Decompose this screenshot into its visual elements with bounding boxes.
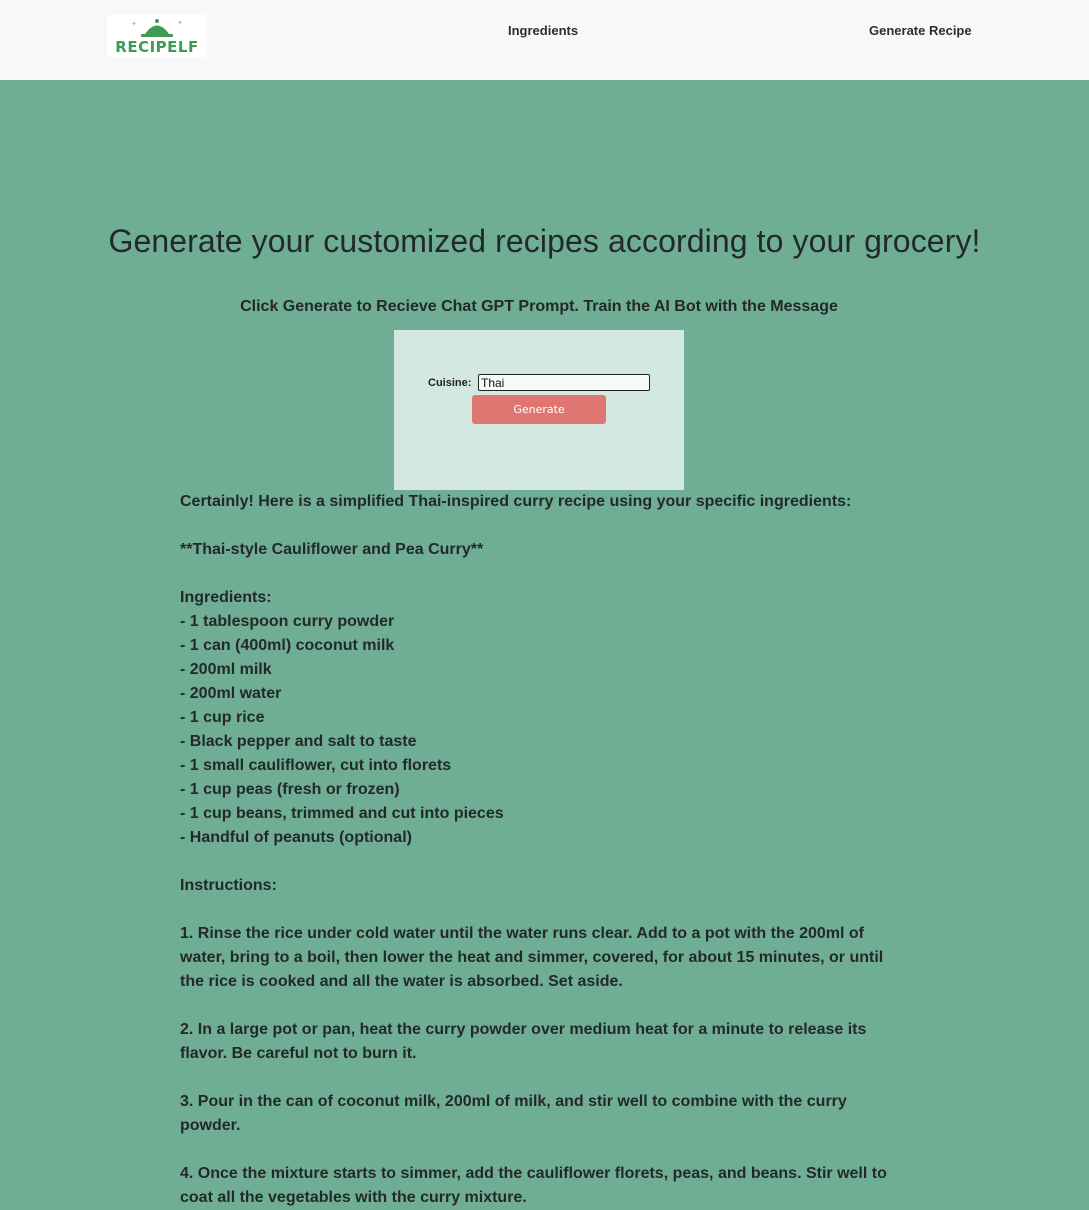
instruction-step: 2. In a large pot or pan, heat the curry powder over medium heat for a minute to release its flavor. Be careful not to burn it. (180, 1021, 867, 1062)
cloche-logo-icon (107, 15, 207, 57)
page-title: Generate your customized recipes according to your grocery! (108, 223, 981, 259)
ingredients-heading: Ingredients: (180, 589, 272, 606)
ingredient-item: - 1 small cauliflower, cut into florets (180, 757, 452, 774)
ingredient-item: - Handful of peanuts (optional) (180, 829, 412, 846)
ingredient-item: - Black pepper and salt to taste (180, 733, 417, 750)
svg-text:✦: ✦ (131, 20, 137, 28)
generate-button[interactable]: Generate (472, 395, 606, 424)
cuisine-label: Cuisine: (428, 377, 472, 389)
nav-link-ingredients[interactable]: Ingredients (508, 23, 579, 38)
instruction-step: 3. Pour in the can of coconut milk, 200ml of milk, and stir well to combine with the curry powder. (180, 1093, 847, 1134)
ingredient-item: - 1 cup peas (fresh or frozen) (180, 781, 400, 798)
recipelf-logo[interactable] (107, 15, 207, 57)
svg-text:✦: ✦ (177, 19, 183, 27)
nav-link-generate-recipe[interactable]: Generate Recipe (869, 23, 972, 38)
logo-text: RECIPELF (115, 38, 199, 56)
recipe-name: **Thai-style Cauliflower and Pea Curry** (180, 541, 484, 558)
ingredient-item: - 1 can (400ml) coconut milk (180, 637, 395, 654)
recipe-output (180, 490, 895, 1210)
generate-form-card (394, 330, 684, 490)
cuisine-input[interactable] (478, 374, 650, 391)
recipe-intro: Certainly! Here is a simplified Thai-inspired curry recipe using your specific ingredients: (180, 493, 852, 510)
navbar (0, 0, 1089, 80)
ingredient-item: - 1 tablespoon curry powder (180, 613, 395, 630)
instructions-heading: Instructions: (180, 877, 277, 894)
ingredient-item: - 200ml milk (180, 661, 272, 678)
ingredient-item: - 200ml water (180, 685, 282, 702)
instruction-step: 4. Once the mixture starts to simmer, add the cauliflower florets, peas, and beans. Stir well to coat all the vegetables with the curry mixture. (180, 1165, 887, 1206)
page-subtitle: Click Generate to Recieve Chat GPT Prompt. Train the AI Bot with the Message (240, 298, 838, 315)
ingredient-item: - 1 cup rice (180, 709, 265, 726)
ingredient-item: - 1 cup beans, trimmed and cut into pieces (180, 805, 504, 822)
instruction-step: 1. Rinse the rice under cold water until the water runs clear. Add to a pot with the 200ml of water, bring to a boil, then lower the heat and simmer, covered, for about 15 minutes, or until the rice is cooked and all the water is absorbed. Set aside. (180, 925, 884, 990)
